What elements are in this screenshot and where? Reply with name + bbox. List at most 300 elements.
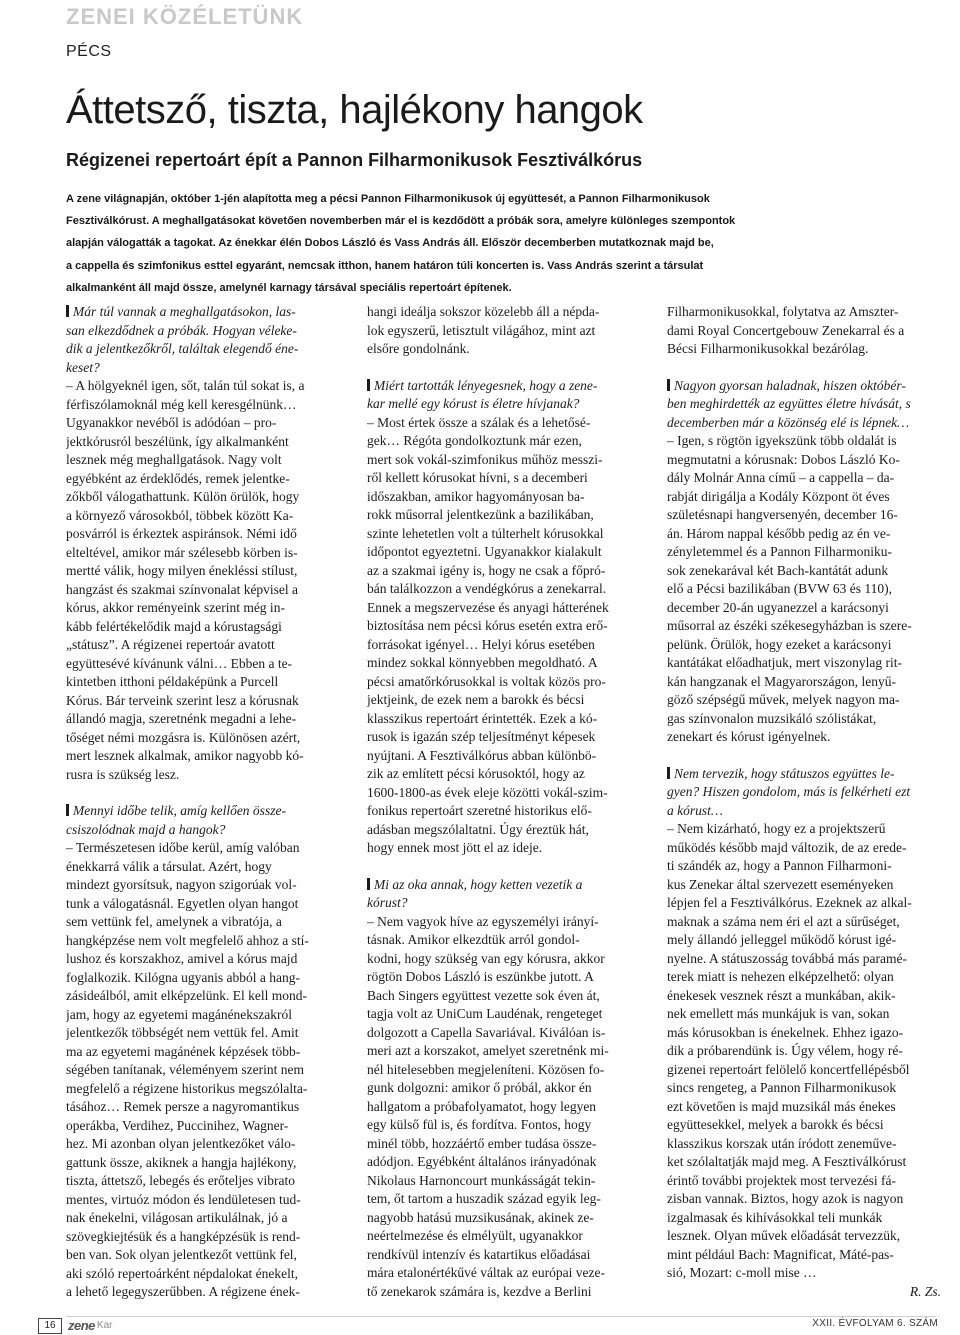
article-subtitle: Régizenei repertoárt épít a Pannon Filharmonikusok Fesztiválkórus (66, 150, 643, 170)
text-line-content: ségében tanítanak, véleményem szerint nem (66, 1062, 305, 1077)
interview-question (667, 377, 941, 433)
lead-line: a cappella és szimfonikus esttel egyaránt, nemcsak itthon, hanem határon túli koncerten is. Vass András szerint a társulat (66, 259, 704, 272)
text-line-content: szinte lehetetlen volt a túlterhelt kórusokkal (367, 525, 604, 541)
text-line (367, 562, 641, 581)
text-line (367, 1190, 641, 1209)
text-line-content: kább felértékelődik majd a kórustagsági (66, 618, 282, 634)
text-line-content: hez. Mi azonban olyan jelentkezőket válo- (66, 1136, 296, 1151)
text-line-content: sincs rengeteg, a Pannon Filharmonikusok (667, 1080, 897, 1095)
text-line-content: lok egyszerű, letisztult világához, mint azt (367, 322, 596, 338)
text-line (367, 765, 641, 784)
text-line-content: foglalkozik. Kilógna ugyanis abból a hang- (66, 969, 300, 985)
text-line-content: jelentkezők többségét nem vettük fel. Amit (66, 1025, 299, 1040)
text-line (667, 469, 941, 488)
text-line-content: a kórust… (667, 802, 723, 818)
text-line-content: tásához… Remek persze a nagyromantikus (66, 1099, 300, 1114)
text-line-content: együttesévé kívánunk válni… Ebben a te- (66, 655, 293, 671)
text-line (66, 1006, 340, 1025)
text-line-content: mindezt gyorsítsuk, nagyon szigorúak vol- (66, 877, 297, 892)
article-column-3 (667, 303, 941, 1301)
text-line-content: aki szóló repertoárként népdalokat énekelt, (66, 1265, 299, 1281)
text-line (367, 543, 641, 562)
text-line-content: dály Molnár Anna című – a cappella – da- (667, 470, 895, 485)
text-line (367, 599, 641, 618)
text-line-content: mert sok vokál-szimfonikus műhöz messzi- (367, 451, 603, 467)
text-line-content: mint például Bach: Magnificat, Máté-pas- (667, 1246, 894, 1262)
text-line (367, 894, 641, 913)
text-line-content: születésnapi hangversenyén, december 16- (667, 507, 898, 522)
text-line (367, 451, 641, 470)
text-line-content: zásideálból, amit elképzelünk. El kell mond- (66, 988, 308, 1003)
text-line (367, 784, 641, 803)
page-number: 16 (38, 1318, 62, 1334)
interview-question (66, 802, 340, 839)
question-marker-icon (66, 305, 69, 317)
text-line (66, 1283, 340, 1302)
city-label: PÉCS (66, 43, 112, 60)
text-line (367, 636, 641, 655)
text-line-content: dolgozott a Capella Savariával. Kiválóan is- (367, 1024, 606, 1040)
text-line (667, 1135, 941, 1154)
text-line (667, 1153, 941, 1172)
text-line-content: – Természetesen időbe kerül, amíg valóban (66, 840, 300, 855)
text-line-content: neértelmezése és elmélyült, ugyanakkor (367, 1228, 583, 1243)
text-line (66, 1061, 340, 1080)
text-line (667, 1209, 941, 1228)
text-line-content: lesznek még meghallgatások. Nagy volt (66, 452, 282, 467)
text-line (667, 599, 941, 618)
text-line-content: elteltével, amikor már szélesebb körben is- (66, 544, 298, 560)
article-column-1 (66, 303, 340, 1302)
text-line (667, 673, 941, 692)
text-line-content: mely állandó jelleggel működő kórust igé- (667, 932, 897, 947)
text-line (66, 1098, 340, 1117)
text-line (66, 1228, 340, 1247)
text-line-content: zisban vannak. Biztos, hogy azok is nagyon (667, 1191, 904, 1206)
text-line-content: érintő további projektek most tervezési fá- (667, 1172, 897, 1188)
text-line (667, 1172, 941, 1191)
text-line-content: operákba, Verdihez, Puccinihez, Wagner- (66, 1117, 289, 1133)
text-line-content: ti szándék az, hogy a Pannon Filharmoni- (667, 858, 892, 873)
text-line (367, 931, 641, 950)
text-line-content: énekesek vesznek részt a munkában, akik- (667, 987, 896, 1003)
text-line-content: Miért tartották lényegesnek, hogy a zene- (374, 377, 598, 393)
text-line (367, 617, 641, 636)
text-line-content: kodni, hogy szükség van egy kórusra, akkor (367, 950, 605, 966)
text-line (667, 654, 941, 673)
text-line-content: kán hangzanak el Magyarországon, lenyű- (667, 673, 897, 689)
text-line-content: tiszta, áttetsző, lebegés és erőteljes vibrato (66, 1173, 296, 1188)
text-line-content: Mi az oka annak, hogy ketten vezetik a (374, 876, 583, 892)
text-line-content: Kórus. Bár terveink szerint lesz a kórusnak (66, 692, 299, 708)
text-line-content: gek… Régóta gondolkoztunk már ezen, (367, 433, 582, 448)
text-line (667, 617, 941, 636)
text-line (367, 303, 641, 322)
text-line-content: zenekart és kórust igényelnek. (667, 729, 831, 744)
text-line (367, 432, 641, 451)
text-line (367, 1209, 641, 1228)
text-line (66, 618, 340, 637)
text-line (667, 303, 941, 322)
text-line-content: dik a próbarendünk is. Úgy vélem, hogy ré- (667, 1043, 903, 1058)
text-line-content: kintetben itthoni példaképünk a Purcell (66, 674, 279, 689)
text-line (66, 414, 340, 433)
question-marker-icon (667, 379, 670, 391)
text-line (66, 673, 340, 692)
text-line (66, 544, 340, 563)
text-line-content: dami Royal Concertgebouw Zenekarral és a (667, 322, 905, 338)
text-line (66, 322, 340, 341)
text-line-content: állandó magja, szeretnénk megadni a lehe- (66, 711, 297, 726)
text-line (367, 821, 641, 840)
text-line-content: egyébként az érdeklődés, remek jelentke- (66, 470, 290, 486)
text-line-content: tásnak. Amikor elkezdtük arról gondol- (367, 932, 580, 947)
text-line (367, 802, 641, 821)
text-line (367, 913, 641, 932)
text-line-content: zőkből válogathattunk. Külön örülök, hogy (66, 489, 300, 504)
text-line (667, 802, 941, 821)
text-line (667, 1079, 941, 1098)
text-line-content: tagja volt az UniCum Laudénak, rengeteget (367, 1006, 603, 1021)
text-line-content: nagyobb hatású muzsikusának, akinek ze- (367, 1209, 594, 1225)
text-line (367, 1227, 641, 1246)
article-lead (66, 188, 894, 299)
text-line-content: rusok is igazán szép teljesítményt képesek (367, 729, 596, 744)
question-marker-icon (367, 379, 370, 391)
paragraph-gap (367, 359, 641, 377)
text-line (66, 839, 340, 858)
text-line-content: kórus, akkor reményeink szerint még in- (66, 600, 285, 615)
text-line-content: lushoz és korszakhoz, amivel a kórus majd (66, 951, 298, 966)
text-line (367, 1079, 641, 1098)
text-line (667, 950, 941, 969)
article-column-2 (367, 303, 641, 1301)
text-line-content: maknak a száma nem éri el azt a sűrűséget, (667, 913, 900, 929)
text-line-content: kantátákat előadhatjuk, mert viszonylag rit- (667, 655, 903, 670)
text-line-content: meri azt a korszakot, amelyet szeretnénk mi- (367, 1043, 609, 1058)
text-line-content: az a szakmai igény is, hogy ne csak a főpró- (367, 562, 606, 578)
text-line-content: gizenei repertoárt felölelő koncertfellépésből (667, 1061, 910, 1077)
interview-answer (66, 377, 340, 784)
text-line (66, 1209, 340, 1228)
text-line-content: mára etalonértékűvé váltak az európai veze- (367, 1265, 605, 1280)
text-line (667, 783, 941, 802)
text-line-content: ezt követően is majd muzsikál más énekes (667, 1098, 896, 1114)
text-line (667, 931, 941, 950)
text-line-content: ben van. Sok olyan jelentkezőt vettünk fel, (66, 1247, 297, 1262)
text-line (367, 839, 641, 858)
text-line-content: megmutatni a kórusnak: Dobos László Ko- (667, 451, 900, 467)
text-line (667, 1042, 941, 1061)
text-line (667, 488, 941, 507)
text-line-content: hallgatom a próbafolyamatot, hogy legyen (367, 1098, 597, 1114)
text-line-content: nél hitelesebben megjeleníteni. Közösen fo- (367, 1061, 605, 1077)
article-title: Áttetsző, tiszta, hajlékony hangok (66, 88, 643, 132)
text-line (66, 1172, 340, 1191)
text-line (667, 913, 941, 932)
text-line-content: elő a Pécsi bazilikában (BVW 63 és 110), (667, 581, 892, 596)
paragraph-gap (667, 359, 941, 377)
logo-suffix: Kar (96, 1319, 113, 1331)
text-line-content: Bécsi Filharmonikusokkal bezárólag. (667, 341, 869, 356)
text-line (66, 1246, 340, 1265)
text-line-content: tunk a válogatásnál. Egyetlen olyan hangot (66, 895, 299, 911)
text-line-content: hogy ennek most jött el az ideje. (367, 840, 543, 855)
text-line-content: tem, őt tartom a huszadik század egyik leg- (367, 1191, 601, 1206)
text-line (66, 488, 340, 507)
text-line-content: rokk műsorral jelentkezünk a bazilikában, (367, 507, 594, 522)
text-line-content: – Most értek össze a szálak és a lehetősé- (367, 414, 591, 430)
text-line (66, 525, 340, 544)
lead-line: alkalmanként áll majd össze, amelynél karnagy társával speciális repertoárt építenek. (66, 281, 512, 294)
text-line (667, 839, 941, 858)
text-line (667, 820, 941, 839)
text-line (667, 562, 941, 581)
text-line-content: hangzást és szakmai színvonalat képvisel a (66, 581, 299, 597)
text-line (367, 1153, 641, 1172)
question-marker-icon (667, 767, 670, 779)
text-line (667, 1061, 941, 1080)
text-line (667, 765, 941, 784)
text-line-content: rusra is szükség lesz. (66, 766, 180, 782)
text-line-content: adásban megszólaltatni. Úgy éreztük hát, (367, 821, 589, 837)
text-line-content: hangképzése nem volt megfelelő ahhoz a stí- (66, 932, 309, 948)
text-line (66, 1154, 340, 1173)
text-line (667, 1116, 941, 1135)
text-line (667, 525, 941, 544)
text-line (367, 673, 641, 692)
text-line-content: R. Zs. (909, 1283, 941, 1299)
text-line-content: zényletemmel és a Pannon Filharmoniku- (667, 544, 892, 559)
text-line-content: Mennyi időbe telik, amíg kellően össze- (73, 803, 286, 818)
text-line-content: nyújtani. A Fesztiválkórus abban különbö- (367, 747, 597, 763)
text-line (367, 987, 641, 1006)
text-line (367, 728, 641, 747)
text-line-content: nak énekelni, világosan artikulálnak, jó a (66, 1210, 288, 1225)
text-line (66, 470, 340, 489)
text-line (667, 1264, 941, 1283)
text-line-content: gunk dolgozni: amikor ő próbál, akkor én (367, 1080, 592, 1095)
text-line-content: minél több, hozzáértő ember tudása össze- (367, 1135, 597, 1151)
question-marker-icon (66, 804, 69, 816)
text-line-content: énekkarrá válik a társulat. Azért, hogy (66, 858, 272, 874)
text-line (367, 1005, 641, 1024)
text-line (367, 414, 641, 433)
text-line (367, 506, 641, 525)
text-line (66, 655, 340, 674)
text-line-content: kus Zenekar által szervezett eseményeken (667, 876, 894, 892)
text-line-content: posvárról is érkeztek aspiránsok. Némi idő (66, 526, 297, 541)
text-line (367, 968, 641, 987)
text-line (66, 969, 340, 988)
text-line (667, 1283, 941, 1302)
text-line-content: együttesekkel, melyek a barokk és bécsi (667, 1117, 884, 1132)
text-line (667, 377, 941, 396)
text-line-content: műsorral az észéki székesegyházban is szere- (667, 618, 912, 633)
text-line (667, 543, 941, 562)
text-line (367, 1135, 641, 1154)
text-line (66, 1117, 340, 1136)
text-line-content: ma az egyetemi magánének képzések több- (66, 1043, 301, 1059)
text-line (667, 987, 941, 1006)
text-line-content: keset? (66, 359, 100, 375)
interview-answer (367, 303, 641, 359)
text-line (66, 950, 340, 969)
text-line-content: – Nem kizárható, hogy ez a projektszerű (667, 821, 886, 836)
text-line (367, 950, 641, 969)
text-line-content: tő zenekarok számára is, kezdve a Berlini (367, 1283, 592, 1299)
lead-line: A zene világnapján, október 1-jén alapította meg a pécsi Pannon Filharmonikusok új együttesét, a Pannon Filharmonikusok (66, 193, 710, 205)
text-line (667, 1246, 941, 1265)
text-line (367, 340, 641, 359)
interview-question (66, 303, 340, 377)
text-line-content: biztosítása nem pécsi kórus esetén extra erő- (367, 618, 608, 633)
text-line (66, 340, 340, 359)
text-line-content: Már túl vannak a meghallgatásokon, las- (73, 304, 296, 319)
text-line (367, 1172, 641, 1191)
text-line-content: gas színvonalon muzsikáló szólistákat, (667, 710, 877, 726)
paragraph-gap (667, 747, 941, 765)
text-line-content: pelünk. Örülök, hogy ezeket a karácsonyi (667, 636, 892, 652)
question-marker-icon (367, 878, 370, 890)
text-line-content: lépjen fel a Fesztiválkórus. Ezeknek az alkal- (667, 895, 912, 910)
text-line-content: sok zenekarával két Bach-kantátát adunk (667, 562, 889, 578)
text-line (66, 562, 340, 581)
text-line-content: a környező városokból, többek között Ka- (66, 507, 294, 523)
text-line-content: Ennek a megszervezése és anyagi hátterének (367, 599, 609, 615)
text-line-content: csiszolódnak majd a hangok? (66, 821, 226, 837)
text-line (667, 340, 941, 359)
text-line-content: pécsi amatőrkórusokkal is voltak közös pro- (367, 673, 606, 689)
text-line-content: 1600-1800-as évek eleje közötti vokál-szim- (367, 784, 608, 800)
text-line (667, 1005, 941, 1024)
text-line-content: más kórusokban is énekelnek. Ehhez igazo- (667, 1024, 904, 1040)
text-line-content: sió, Mozart: c-moll mise … (667, 1265, 817, 1280)
text-line (667, 580, 941, 599)
text-line-content: időpontot egyeztetni. Ugyanakkor kialakult (367, 544, 602, 559)
text-line (667, 1024, 941, 1043)
text-line-content: működés később majd változik, de az erede- (667, 839, 907, 855)
text-line-content: jektkórusról beszélünk, így alkalmanként (66, 433, 289, 449)
text-line (667, 968, 941, 987)
text-line (667, 636, 941, 655)
text-line (667, 857, 941, 876)
text-line-content: fonikus repertoárt szeretné historikus elő- (367, 803, 592, 818)
text-line-content: ről kellett kórusokat hívni, s a decemberi (367, 470, 588, 485)
text-line (66, 636, 340, 655)
lead-line: alapján válogatták a tagokat. Az énekkar élén Dobos László és Vass András áll. Először decemberben mutatkoznak majd be, (66, 237, 714, 250)
text-line-content: december 20-án ugyanezzel a karácsonyi (667, 599, 889, 615)
text-line (66, 1043, 340, 1062)
text-line (66, 1024, 340, 1043)
text-line-content: időszakban, amikor hagyományosan ba- (367, 488, 585, 504)
text-line (367, 1061, 641, 1080)
text-line (667, 414, 941, 433)
text-line (66, 876, 340, 895)
text-line-content: tőséget némi mozgásra is. Különösen azért, (66, 729, 301, 745)
text-line (367, 1116, 641, 1135)
text-line (667, 876, 941, 895)
text-line-content: jam, hogy az egyetemi magánénekszakról (66, 1006, 293, 1022)
text-line (66, 766, 340, 785)
interview-answer (667, 303, 941, 359)
text-line (66, 581, 340, 600)
text-line-content: klasszikus repertoárt érintették. Ezek a kó- (367, 710, 598, 726)
text-line (66, 895, 340, 914)
text-line (66, 692, 340, 711)
text-line-content: ben meghirdették az együttes életre hívását, s (667, 396, 911, 411)
text-line (367, 580, 641, 599)
text-line-content: Ugyanakkor nevéből is adódóan – pro- (66, 415, 277, 430)
text-line-content: nyelne. A státuszosság továbbá más paramé- (667, 950, 907, 966)
text-line (367, 488, 641, 507)
text-line-content: göző szépségű művek, melyek nagyon ma- (667, 692, 900, 707)
text-line (667, 728, 941, 747)
text-line-content: „státusz”. A régizenei repertoár avatott (66, 637, 275, 652)
text-line (667, 1227, 941, 1246)
text-line-content: zik az említett pécsi kórusoktól, hogy az (367, 766, 585, 781)
text-line-content: forrásokat igényel… Helyi kórus esetében (367, 636, 595, 652)
text-line-content: megfelelő a régizene historikus megszólalta- (66, 1080, 308, 1096)
text-line-content: jektjeink, de ezek nem a barokk és bécsi (367, 692, 585, 707)
logo-word: zene (68, 1317, 95, 1333)
text-line (367, 654, 641, 673)
paragraph-gap (66, 784, 340, 802)
text-line (66, 932, 340, 951)
text-line (667, 894, 941, 913)
magazine-logo (68, 1317, 112, 1333)
text-line (66, 821, 340, 840)
text-line (367, 1024, 641, 1043)
interview-answer (667, 432, 941, 747)
text-line-content: – A hölgyeknél igen, sőt, talán túl sokat is, a (66, 378, 305, 393)
text-line (66, 913, 340, 932)
text-line-content: mert lesznek alkalmak, amikor nagyobb kó- (66, 748, 304, 763)
text-line (66, 1080, 340, 1099)
text-line (667, 691, 941, 710)
text-line (667, 432, 941, 451)
text-line (367, 710, 641, 729)
text-line (66, 802, 340, 821)
text-line (667, 710, 941, 729)
text-line (66, 1191, 340, 1210)
text-line-content: adódjon. Egyébként általános irányadónak (367, 1154, 597, 1169)
interview-answer (367, 414, 641, 858)
text-line-content: kar mellé egy kórust is életre hívjanak? (367, 396, 580, 411)
text-line (66, 396, 340, 415)
text-line (367, 322, 641, 341)
text-line-content: rögtön Dobos László is eszünkbe jutott. A (367, 969, 594, 984)
text-line (667, 1098, 941, 1117)
text-line (66, 710, 340, 729)
text-line (66, 359, 340, 378)
text-line-content: sem vettünk fel, amelynek a vibratója, a (66, 914, 282, 929)
text-line-content: dik a jelentkezőkről, találtak elegendő éne- (66, 341, 299, 356)
text-line (367, 395, 641, 414)
text-line (667, 322, 941, 341)
text-line (66, 599, 340, 618)
text-line-content: szövegkiejtésük és a hangképzésük is rend- (66, 1228, 301, 1244)
text-line-content: san elkezdődnek a próbák. Hogyan véleke- (66, 322, 297, 338)
section-title: ZENEI KÖZÉLETÜNK (66, 4, 304, 29)
text-line (66, 747, 340, 766)
text-line-content: a lehető legegyszerűbben. A régizene ének- (66, 1284, 300, 1299)
footer-rule (66, 1316, 936, 1317)
text-line (367, 1098, 641, 1117)
text-line-content: decemberben már a közönség elé is lépnek… (667, 414, 910, 430)
text-line (367, 525, 641, 544)
text-line-content: izgalmasak és kihívásokkal teli munkák (667, 1209, 883, 1225)
